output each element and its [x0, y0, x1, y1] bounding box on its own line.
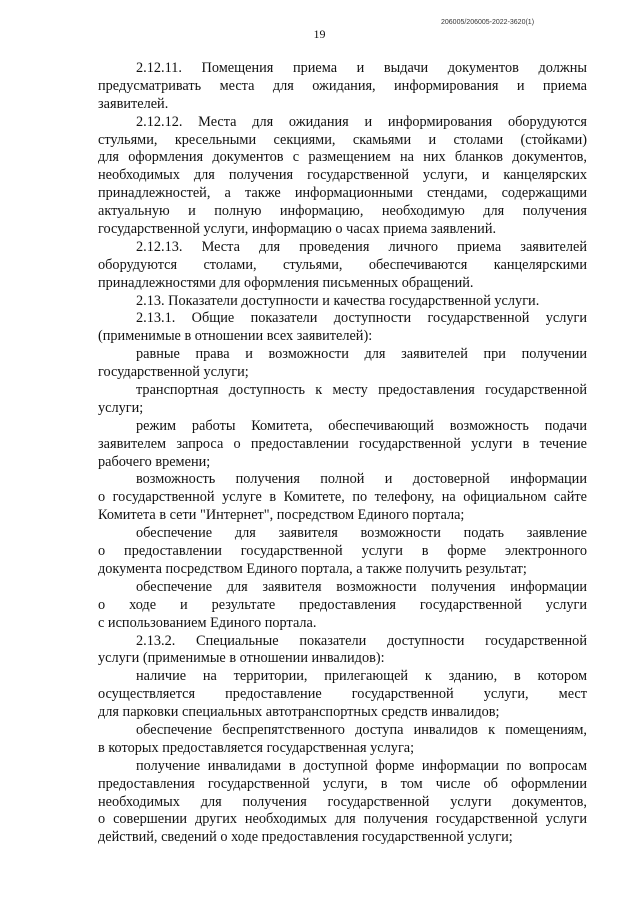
text-line: рабочего времени; — [98, 453, 211, 470]
paragraph — [98, 418, 587, 472]
paragraph — [98, 382, 587, 418]
paragraph — [98, 471, 587, 525]
text-line: осуществляется предоставление государственной услуги, мест — [98, 686, 587, 703]
text-line: о совершении других необходимых для получения государственной услуги — [98, 811, 587, 828]
text-line: режим работы Комитета, обеспечивающий возможность подачи — [136, 417, 587, 434]
text-line: обеспечение для заявителя возможности получения информации — [136, 578, 587, 595]
paragraph — [98, 633, 587, 669]
text-line: наличие на территории, прилегающей к зданию, в котором — [136, 668, 587, 685]
text-line: равные права и возможности для заявителей при получении — [136, 346, 587, 363]
text-line: 2.12.12. Места для ожидания и информирования оборудуются — [136, 113, 587, 130]
paragraph — [98, 525, 587, 579]
text-line: предоставления государственной услуги, в том числе об оформлении — [98, 775, 587, 792]
paragraph — [98, 293, 587, 311]
text-line: 2.13.2. Специальные показатели доступности государственной — [136, 632, 587, 649]
paragraph — [98, 239, 587, 293]
text-line: оборудуются столами, стульями, обеспечиваются канцелярскими — [98, 256, 587, 273]
text-line: транспортная доступность к месту предоставления государственной — [136, 382, 587, 399]
text-line: принадлежностей, а также информационными стендами, содержащими — [98, 185, 587, 202]
text-line: 2.12.11. Помещения приема и выдачи документов должны — [136, 60, 587, 76]
text-line: государственной услуги, информацию о часах приема заявлений. — [98, 221, 497, 238]
text-line: принадлежностями для оформления письменных обращений. — [98, 274, 474, 291]
paragraph — [98, 60, 587, 114]
text-line: для оформления документов с размещением на них бланков документов, — [98, 149, 587, 166]
paragraph — [98, 668, 587, 722]
paragraph — [98, 346, 587, 382]
text-line: Комитета в сети "Интернет", посредством Единого портала; — [98, 507, 465, 524]
text-line: необходимых для получения государственной услуги, и канцелярских — [98, 167, 587, 184]
text-line: получение инвалидами в доступной форме информации по вопросам — [136, 757, 587, 774]
text-line: о государственной услуге в Комитете, по телефону, на официальном сайте — [98, 489, 587, 506]
text-line: заявителей. — [98, 95, 169, 112]
paragraph — [98, 722, 587, 758]
paragraph — [98, 758, 587, 847]
text-line: актуальную и полную информацию, необходимую для получения — [98, 203, 587, 220]
text-line: действий, сведений о ходе предоставления государственной услуги; — [98, 829, 513, 846]
text-line: для парковки специальных автотранспортных средств инвалидов; — [98, 704, 500, 721]
text-line: о ходе и результате предоставления государственной услуги — [98, 596, 587, 613]
document-code: 206005/206005-2022-3620(1) — [441, 19, 535, 26]
text-line: в которых предоставляется государственная услуга; — [98, 739, 415, 756]
text-line: обеспечение для заявителя возможности подать заявление — [136, 525, 587, 542]
page-number: 19 — [313, 27, 326, 41]
text-line: предусматривать места для ожидания, информирования и приема — [98, 77, 587, 94]
text-line: 2.13. Показатели доступности и качества государственной услуги. — [136, 292, 540, 309]
text-line: (применимые в отношении всех заявителей): — [98, 328, 373, 345]
text-line: обеспечение беспрепятственного доступа инвалидов к помещениям, — [136, 721, 587, 738]
text-line: 2.12.13. Места для проведения личного приема заявителей — [136, 238, 587, 255]
text-line: о предоставлении государственной услуги в форме электронного — [98, 543, 587, 560]
text-line: услуги; — [98, 399, 144, 416]
text-line: возможность получения полной и достоверной информации — [136, 471, 587, 488]
paragraph — [98, 579, 587, 633]
paragraph — [98, 310, 587, 346]
text-line: заявителем запроса о предоставлении государственной услуги в течение — [98, 435, 587, 452]
text-line: стульями, кресельными секциями, скамьями и столами (стойками) — [98, 131, 587, 148]
text-line: услуги (применимые в отношении инвалидов): — [98, 650, 385, 667]
text-line: необходимых для получения государственной услуги документов, — [98, 793, 587, 810]
document-body — [98, 60, 587, 847]
text-line: 2.13.1. Общие показатели доступности государственной услуги — [136, 310, 587, 327]
text-line: с использованием Единого портала. — [98, 614, 317, 631]
text-line: документа посредством Единого портала, а также получить результат; — [98, 560, 527, 577]
paragraph — [98, 114, 587, 239]
text-line: государственной услуги; — [98, 364, 249, 381]
